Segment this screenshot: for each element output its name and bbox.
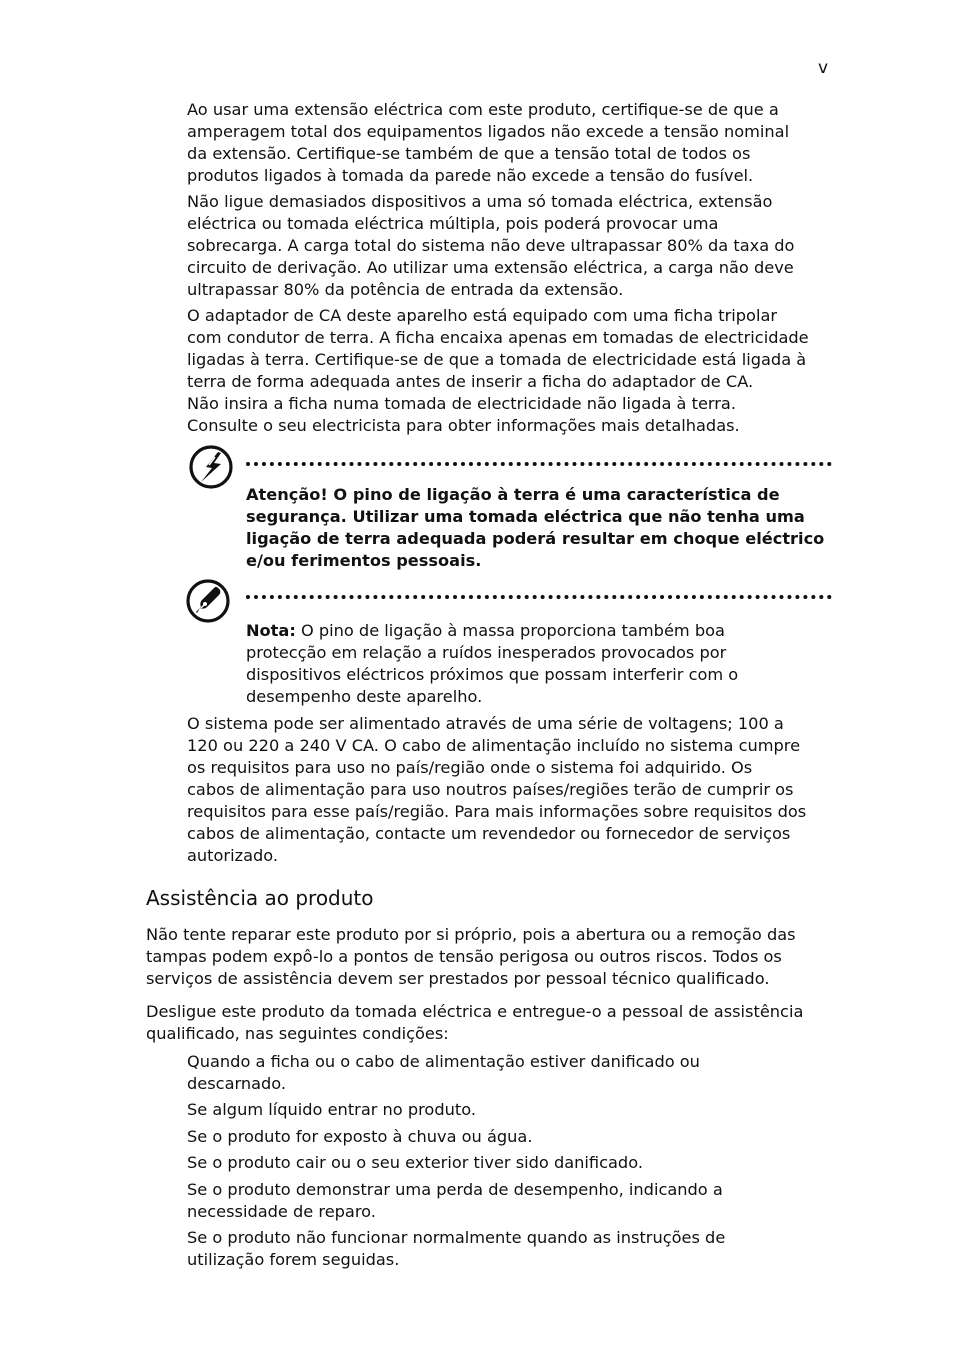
text-line: descarnado. (187, 1074, 287, 1093)
text-line: terra de forma adequada antes de inserir a ficha do adaptador de CA. (187, 372, 754, 391)
warning-text (246, 484, 824, 572)
text-line: Quando a ficha ou o cabo de alimentação estiver danificado ou (187, 1052, 700, 1071)
text-line: utilização forem seguidas. (187, 1250, 400, 1269)
text-line: serviços de assistência devem ser prestados por pessoal técnico qualificado. (146, 969, 770, 988)
text-line: eléctrica ou tomada eléctrica múltipla, pois poderá provocar uma (187, 214, 719, 233)
pen-note-icon (185, 578, 231, 624)
list-item (187, 1099, 476, 1121)
no-self-repair-paragraph (146, 924, 796, 990)
text-line: Se o produto cair ou o seu exterior tiver sido danificado. (187, 1153, 643, 1172)
text-line: cabos de alimentação para uso noutros países/regiões terão de cumprir os (187, 780, 794, 799)
text-line: ligação de terra adequada poderá resultar em choque eléctrico (246, 529, 825, 548)
text-line: Se o produto não funcionar normalmente quando as instruções de (187, 1228, 726, 1247)
list-item (187, 1227, 725, 1271)
note-label: Nota: (246, 621, 296, 640)
text-line: Se o produto for exposto à chuva ou água. (187, 1127, 533, 1146)
lightning-warning-icon (188, 444, 234, 490)
unplug-paragraph (146, 1001, 803, 1045)
text-line: dispositivos eléctricos próximos que possam interferir com o (246, 665, 739, 684)
text-line: Consulte o seu electricista para obter informações mais detalhadas. (187, 416, 740, 435)
text-line (246, 620, 738, 642)
text-line: circuito de derivação. Ao utilizar uma extensão eléctrica, a carga não deve (187, 258, 794, 277)
text-line: Não ligue demasiados dispositivos a uma só tomada eléctrica, extensão (187, 192, 773, 211)
text-line: com condutor de terra. A ficha encaixa apenas em tomadas de electricidade (187, 328, 809, 347)
text-line: ligadas à terra. Certifique-se de que a tomada de electricidade está ligada à (187, 350, 807, 369)
text-line: e/ou ferimentos pessoais. (246, 551, 482, 570)
text-line: amperagem total dos equipamentos ligados não excede a tensão nominal (187, 122, 790, 141)
text-line: necessidade de reparo. (187, 1202, 376, 1221)
text-line: protecção em relação a ruídos inesperados provocados por (246, 643, 727, 662)
text-line: cabos de alimentação, contacte um revendedor ou fornecedor de serviços (187, 824, 791, 843)
list-item (187, 1051, 700, 1095)
overload-paragraph (187, 191, 794, 301)
text-line: autorizado. (187, 846, 279, 865)
text-line: produtos ligados à tomada da parede não excede a tensão do fusível. (187, 166, 754, 185)
text-line: Se o produto demonstrar uma perda de desempenho, indicando a (187, 1180, 723, 1199)
text-line: desempenho deste aparelho. (246, 687, 483, 706)
text-line: Não tente reparar este produto por si próprio, pois a abertura ou a remoção das (146, 925, 796, 944)
text-line: requisitos para esse país/região. Para mais informações sobre requisitos dos (187, 802, 807, 821)
text-line: Não insira a ficha numa tomada de electricidade não ligada à terra. (187, 394, 736, 413)
text-line: sobrecarga. A carga total do sistema não deve ultrapassar 80% da taxa do (187, 236, 795, 255)
extension-cord-paragraph (187, 99, 789, 187)
text-line: ultrapassar 80% da potência de entrada da extensão. (187, 280, 624, 299)
text-line: tampas podem expô-lo a pontos de tensão perigosa ou outros riscos. Todos os (146, 947, 782, 966)
voltage-paragraph (187, 713, 806, 867)
note-text (246, 620, 738, 708)
note-first-line: O pino de ligação à massa proporciona também boa (295, 621, 725, 640)
page-number: v (818, 58, 829, 78)
warning-divider (246, 462, 832, 466)
grounded-plug-paragraph (187, 305, 809, 437)
list-item (187, 1126, 532, 1148)
text-line: O adaptador de CA deste aparelho está equipado com uma ficha tripolar (187, 306, 778, 325)
section-heading: Assistência ao produto (146, 886, 374, 910)
text-line: Se algum líquido entrar no produto. (187, 1100, 476, 1119)
text-line: qualificado, nas seguintes condições: (146, 1024, 449, 1043)
text-line: Desligue este produto da tomada eléctrica e entregue-o a pessoal de assistência (146, 1002, 804, 1021)
note-divider (246, 595, 832, 599)
text-line: segurança. Utilizar uma tomada eléctrica que não tenha uma (246, 507, 805, 526)
text-line: os requisitos para uso no país/região onde o sistema foi adquirido. Os (187, 758, 753, 777)
text-line: Ao usar uma extensão eléctrica com este produto, certifique-se de que a (187, 100, 779, 119)
text-line: O sistema pode ser alimentado através de uma série de voltagens; 100 a (187, 714, 784, 733)
text-line: da extensão. Certifique-se também de que a tensão total de todos os (187, 144, 751, 163)
text-line: 120 ou 220 a 240 V CA. O cabo de alimentação incluído no sistema cumpre (187, 736, 801, 755)
list-item (187, 1152, 643, 1174)
list-item (187, 1179, 723, 1223)
text-line: Atenção! O pino de ligação à terra é uma característica de (246, 485, 780, 504)
